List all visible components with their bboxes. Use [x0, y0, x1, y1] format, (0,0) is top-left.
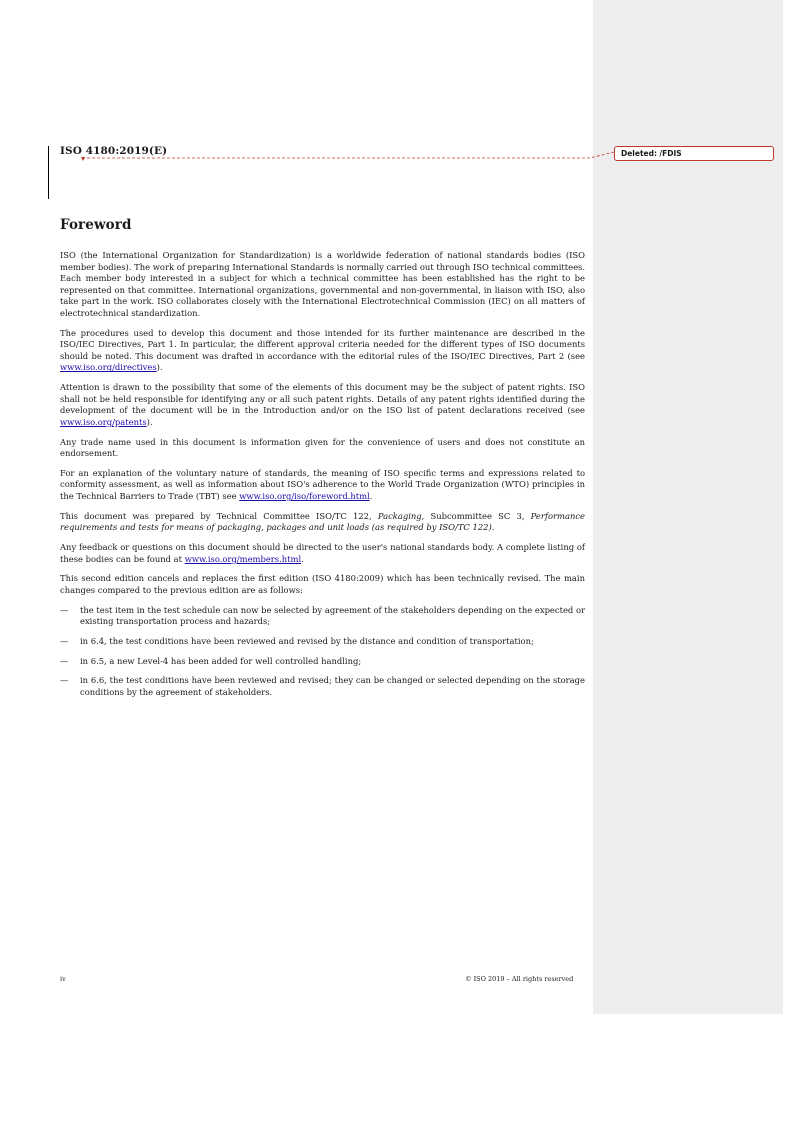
- paragraph-committee: [60, 511, 585, 534]
- em-dash-bullet: —: [60, 655, 69, 666]
- paragraph-text: For an explanation of the voluntary nature of standards, the meaning of ISO specific terms and expressions related to conformity assessment, as well as information about ISO's adherence to the World Trade Organization (WTO) principles in the Technical Barriers to Trade (TBT) see: [60, 467, 585, 502]
- changes-list: [60, 605, 585, 699]
- document-body: [60, 250, 585, 707]
- list-item-text: in 6.5, a new Level-4 has been added for well controlled handling;: [80, 655, 362, 666]
- list-item-text: in 6.6, the test conditions have been reviewed and revised; they can be changed or selected depending on the storage conditions by the agreement of stakeholders.: [80, 675, 585, 697]
- paragraph-text: The procedures used to develop this document and those intended for its further maintenance are described in the ISO/IEC Directives, Part 1. In particular, the different approval criteria needed for the different types of ISO documents should be noted. This document was drafted in accordance with the editorial rules of the ISO/IEC Directives, Part 2 (see: [60, 327, 585, 361]
- comment-label: Deleted:: [621, 149, 658, 158]
- paragraph-iso-intro: [60, 250, 585, 320]
- list-item: [60, 675, 585, 698]
- link-directives[interactable]: www.iso.org/directives: [60, 362, 157, 373]
- paragraph-text: .: [491, 522, 495, 533]
- em-dash-bullet: —: [60, 635, 69, 646]
- paragraph-text: This second edition cancels and replaces the first edition (ISO 4180:2009) which has been technically revised. The main changes compared to the previous edition are as follows:: [60, 573, 585, 595]
- footer-page-number: iv: [60, 975, 66, 983]
- link-members[interactable]: www.iso.org/members.html: [184, 553, 302, 564]
- paragraph-trade-name: [60, 437, 585, 460]
- em-dash-bullet: —: [60, 604, 69, 615]
- paragraph-edition: [60, 573, 585, 596]
- list-item: [60, 636, 585, 648]
- page-title: Foreword: [60, 217, 132, 233]
- paragraph-feedback: [60, 542, 585, 565]
- link-patents[interactable]: www.iso.org/patents: [60, 416, 147, 427]
- paragraph-voluntary: [60, 468, 585, 503]
- paragraph-text: This document was prepared by Technical Committee ISO/TC 122,: [60, 510, 378, 521]
- list-item: [60, 656, 585, 668]
- em-dash-bullet: —: [60, 675, 69, 686]
- document-header: ISO 4180:2019(E): [60, 145, 168, 157]
- list-item-text: in 6.4, the test conditions have been reviewed and revised by the distance and condition of transportation;: [80, 635, 534, 646]
- paragraph-text: .: [369, 491, 373, 502]
- footer-copyright: © ISO 2019 – All rights reserved: [465, 975, 574, 983]
- paragraph-procedures: [60, 328, 585, 374]
- link-foreword[interactable]: www.iso.org/iso/foreword.html: [239, 491, 370, 502]
- paragraph-patents: [60, 382, 585, 428]
- paragraph-text: ).: [156, 362, 163, 373]
- list-item: [60, 605, 585, 628]
- paragraph-text: ).: [146, 416, 153, 427]
- paragraph-text: ISO (the International Organization for Standardization) is a worldwide federation of national standards bodies (ISO member bodies). The work of preparing International Standards is normally carried out through ISO technical committees. Each member body interested in a subject for which a technical committee has been established has the right to be represented on that committee. International organizations, governmental and non-governmental, in liaison with ISO, also take part in the work. ISO collaborates closely with the International Electrotechnical Commission (IEC) on all matters of electrotechnical standardization.: [60, 250, 585, 318]
- paragraph-text: .: [301, 553, 304, 564]
- paragraph-text: Any trade name used in this document is information given for the convenience of users and does not constitute an endorsement.: [60, 436, 585, 459]
- paragraph-text: Any feedback or questions on this document should be directed to the user's national standards body. A complete listing of these bodies can be found at: [60, 542, 585, 564]
- paragraph-text: , Subcommittee SC 3,: [421, 510, 531, 521]
- list-item-text: the test item in the test schedule can now be selected by agreement of the stakeholders depending on the expected or existing transportation process and hazards;: [80, 604, 585, 627]
- comment-text: /FDIS: [659, 149, 682, 158]
- paragraph-text: Attention is drawn to the possibility that some of the elements of this document may be the subject of patent rights. ISO shall not be held responsible for identifying any or all such patent rights. Details of any patent rights identified during the development of the document will be in the Introduction and/or on the ISO list of patent declarations received (see: [60, 382, 585, 416]
- committee-name: Packaging: [377, 510, 422, 521]
- comment-balloon[interactable]: [614, 146, 774, 161]
- subcommittee-name: Performance requirements and tests for means of packaging, packages and unit loads (as required by ISO/TC 122): [60, 510, 585, 533]
